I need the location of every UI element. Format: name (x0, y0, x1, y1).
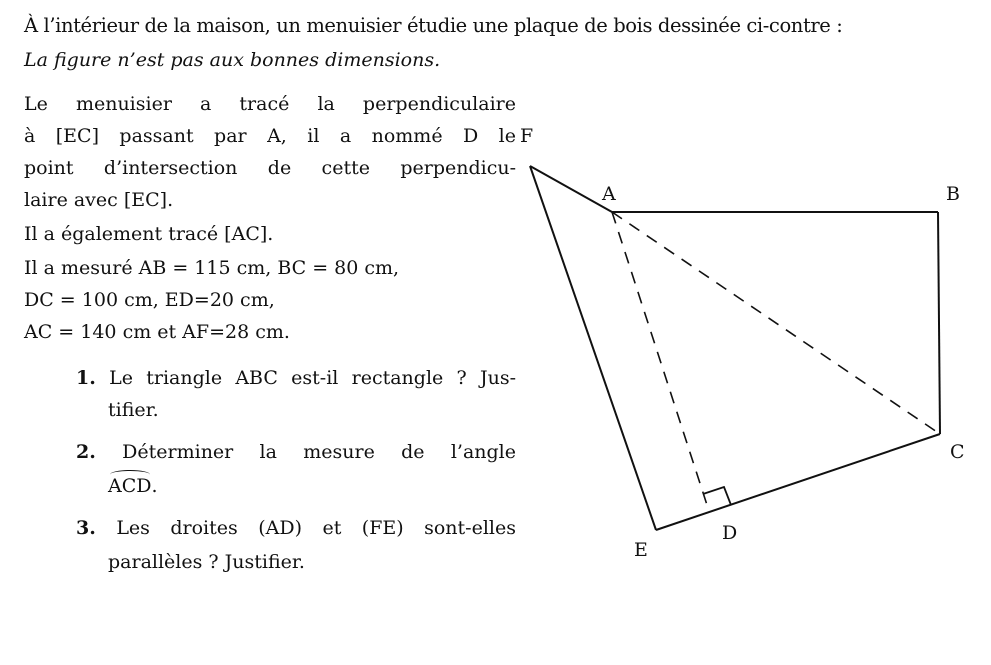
segment-ac (612, 212, 940, 434)
label-d: D (722, 522, 738, 544)
question-3-text: Les droites (AD) et (FE) sont-elles (116, 517, 516, 539)
question-1-number: 1. (76, 367, 96, 389)
segment-ad (612, 212, 708, 508)
label-e: E (634, 539, 648, 561)
paragraph-line-2: à [EC] passant par A, il a nommé D le (24, 125, 516, 147)
side-bc (938, 212, 940, 434)
label-b: B (946, 183, 960, 205)
paragraph-line-7: DC = 100 cm, ED=20 cm, (24, 289, 275, 311)
question-1-continuation: tifier. (108, 399, 159, 421)
question-3-number: 3. (76, 517, 96, 539)
side-fa (530, 166, 612, 212)
paragraph-line-6: Il a mesuré AB = 115 cm, BC = 80 cm, (24, 257, 400, 279)
question-2-number: 2. (76, 441, 96, 463)
paragraph-line-3: point d’intersection de cette perpendicu- (24, 157, 516, 179)
right-angle-mark (703, 487, 731, 505)
question-2-suffix: . (151, 475, 158, 497)
question-3-continuation: parallèles ? Justifier. (108, 551, 305, 573)
paragraph-line-5: Il a également tracé [AC]. (24, 223, 274, 245)
intro-text: À l’intérieur de la maison, un menuisier étudie une plaque de bois dessinée ci-contre : (24, 14, 843, 37)
label-f: F (520, 125, 534, 147)
side-ec (656, 434, 940, 530)
paragraph-line-8: AC = 140 cm et AF=28 cm. (24, 321, 290, 343)
angle-acd: ACD (108, 475, 152, 497)
label-a: A (602, 183, 616, 205)
question-2-text: Déterminer la mesure de l’angle (122, 441, 516, 463)
warning-text: La figure n’est pas aux bonnes dimensions. (24, 49, 441, 71)
question-1-text: Le triangle ABC est-il rectangle ? Jus- (109, 367, 516, 389)
label-c: C (950, 441, 965, 463)
side-fe (530, 166, 656, 530)
paragraph-line-1: Le menuisier a tracé la perpendiculaire (24, 93, 516, 115)
paragraph-line-4: laire avec [EC]. (24, 189, 174, 211)
